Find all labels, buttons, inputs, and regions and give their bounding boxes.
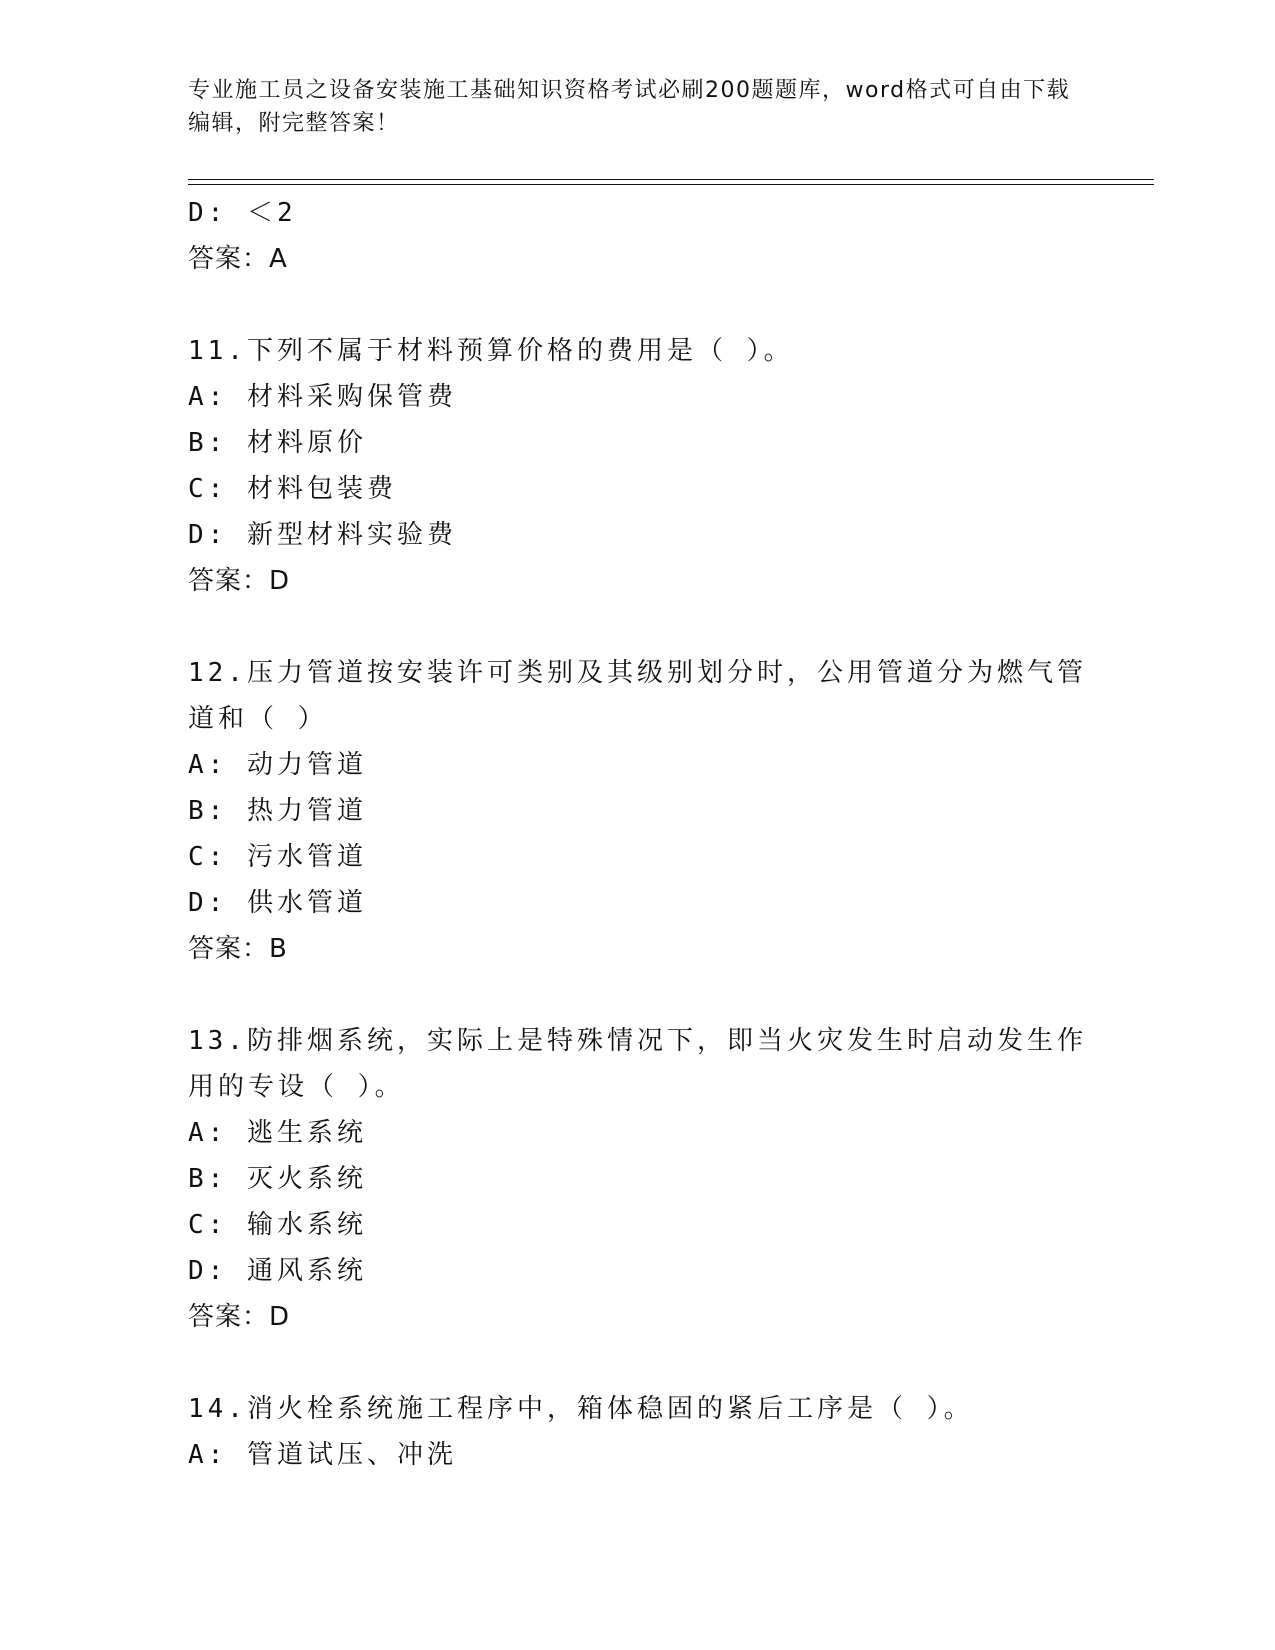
question-11-option-b: B: 材料原价 (188, 428, 367, 458)
question-13-stem: 13.防排烟系统，实际上是特殊情况下，即当火灾发生时启动发生作用的专设（ ）。 (188, 1026, 1087, 1102)
question-11-stem: 11.下列不属于材料预算价格的费用是（ ）。 (188, 336, 794, 366)
spacer (188, 972, 1088, 1018)
question-11-answer: 答案：D (188, 566, 291, 596)
question-12-option-c: C: 污水管道 (188, 842, 367, 872)
question-body (188, 190, 1088, 1478)
question-11-option-a: A: 材料采购保管费 (188, 382, 457, 412)
question-12-stem: 12.压力管道按安装许可类别及其级别划分时，公用管道分为燃气管道和（ ） (188, 658, 1087, 734)
question-11-option-d: D: 新型材料实验费 (188, 520, 457, 550)
question-12-option-d: D: 供水管道 (188, 888, 367, 918)
spacer (188, 1340, 1088, 1386)
question-13-option-b: B: 灭火系统 (188, 1164, 367, 1194)
question-14-stem: 14.消火栓系统施工程序中，箱体稳固的紧后工序是（ ）。 (188, 1394, 974, 1424)
header-divider-bottom (188, 184, 1154, 185)
spacer (188, 604, 1088, 650)
header-divider-top (188, 179, 1154, 180)
question-12-answer: 答案：B (188, 934, 288, 964)
question-12-option-a: A: 动力管道 (188, 750, 367, 780)
spacer (188, 282, 1088, 328)
question-13-option-c: C: 输水系统 (188, 1210, 367, 1240)
carryover-option-d: D: ＜2 (188, 198, 297, 228)
question-13-answer: 答案：D (188, 1302, 291, 1332)
carryover-answer: 答案：A (188, 244, 288, 274)
question-14-option-a: A: 管道试压、冲洗 (188, 1440, 457, 1470)
question-13-option-a: A: 逃生系统 (188, 1118, 367, 1148)
question-11-option-c: C: 材料包装费 (188, 474, 397, 504)
question-12-option-b: B: 热力管道 (188, 796, 367, 826)
question-13-option-d: D: 通风系统 (188, 1256, 367, 1286)
document-header: 专业施工员之设备安装施工基础知识资格考试必刷200题题库，word格式可自由下载编辑，附完整答案！ (188, 78, 1071, 136)
